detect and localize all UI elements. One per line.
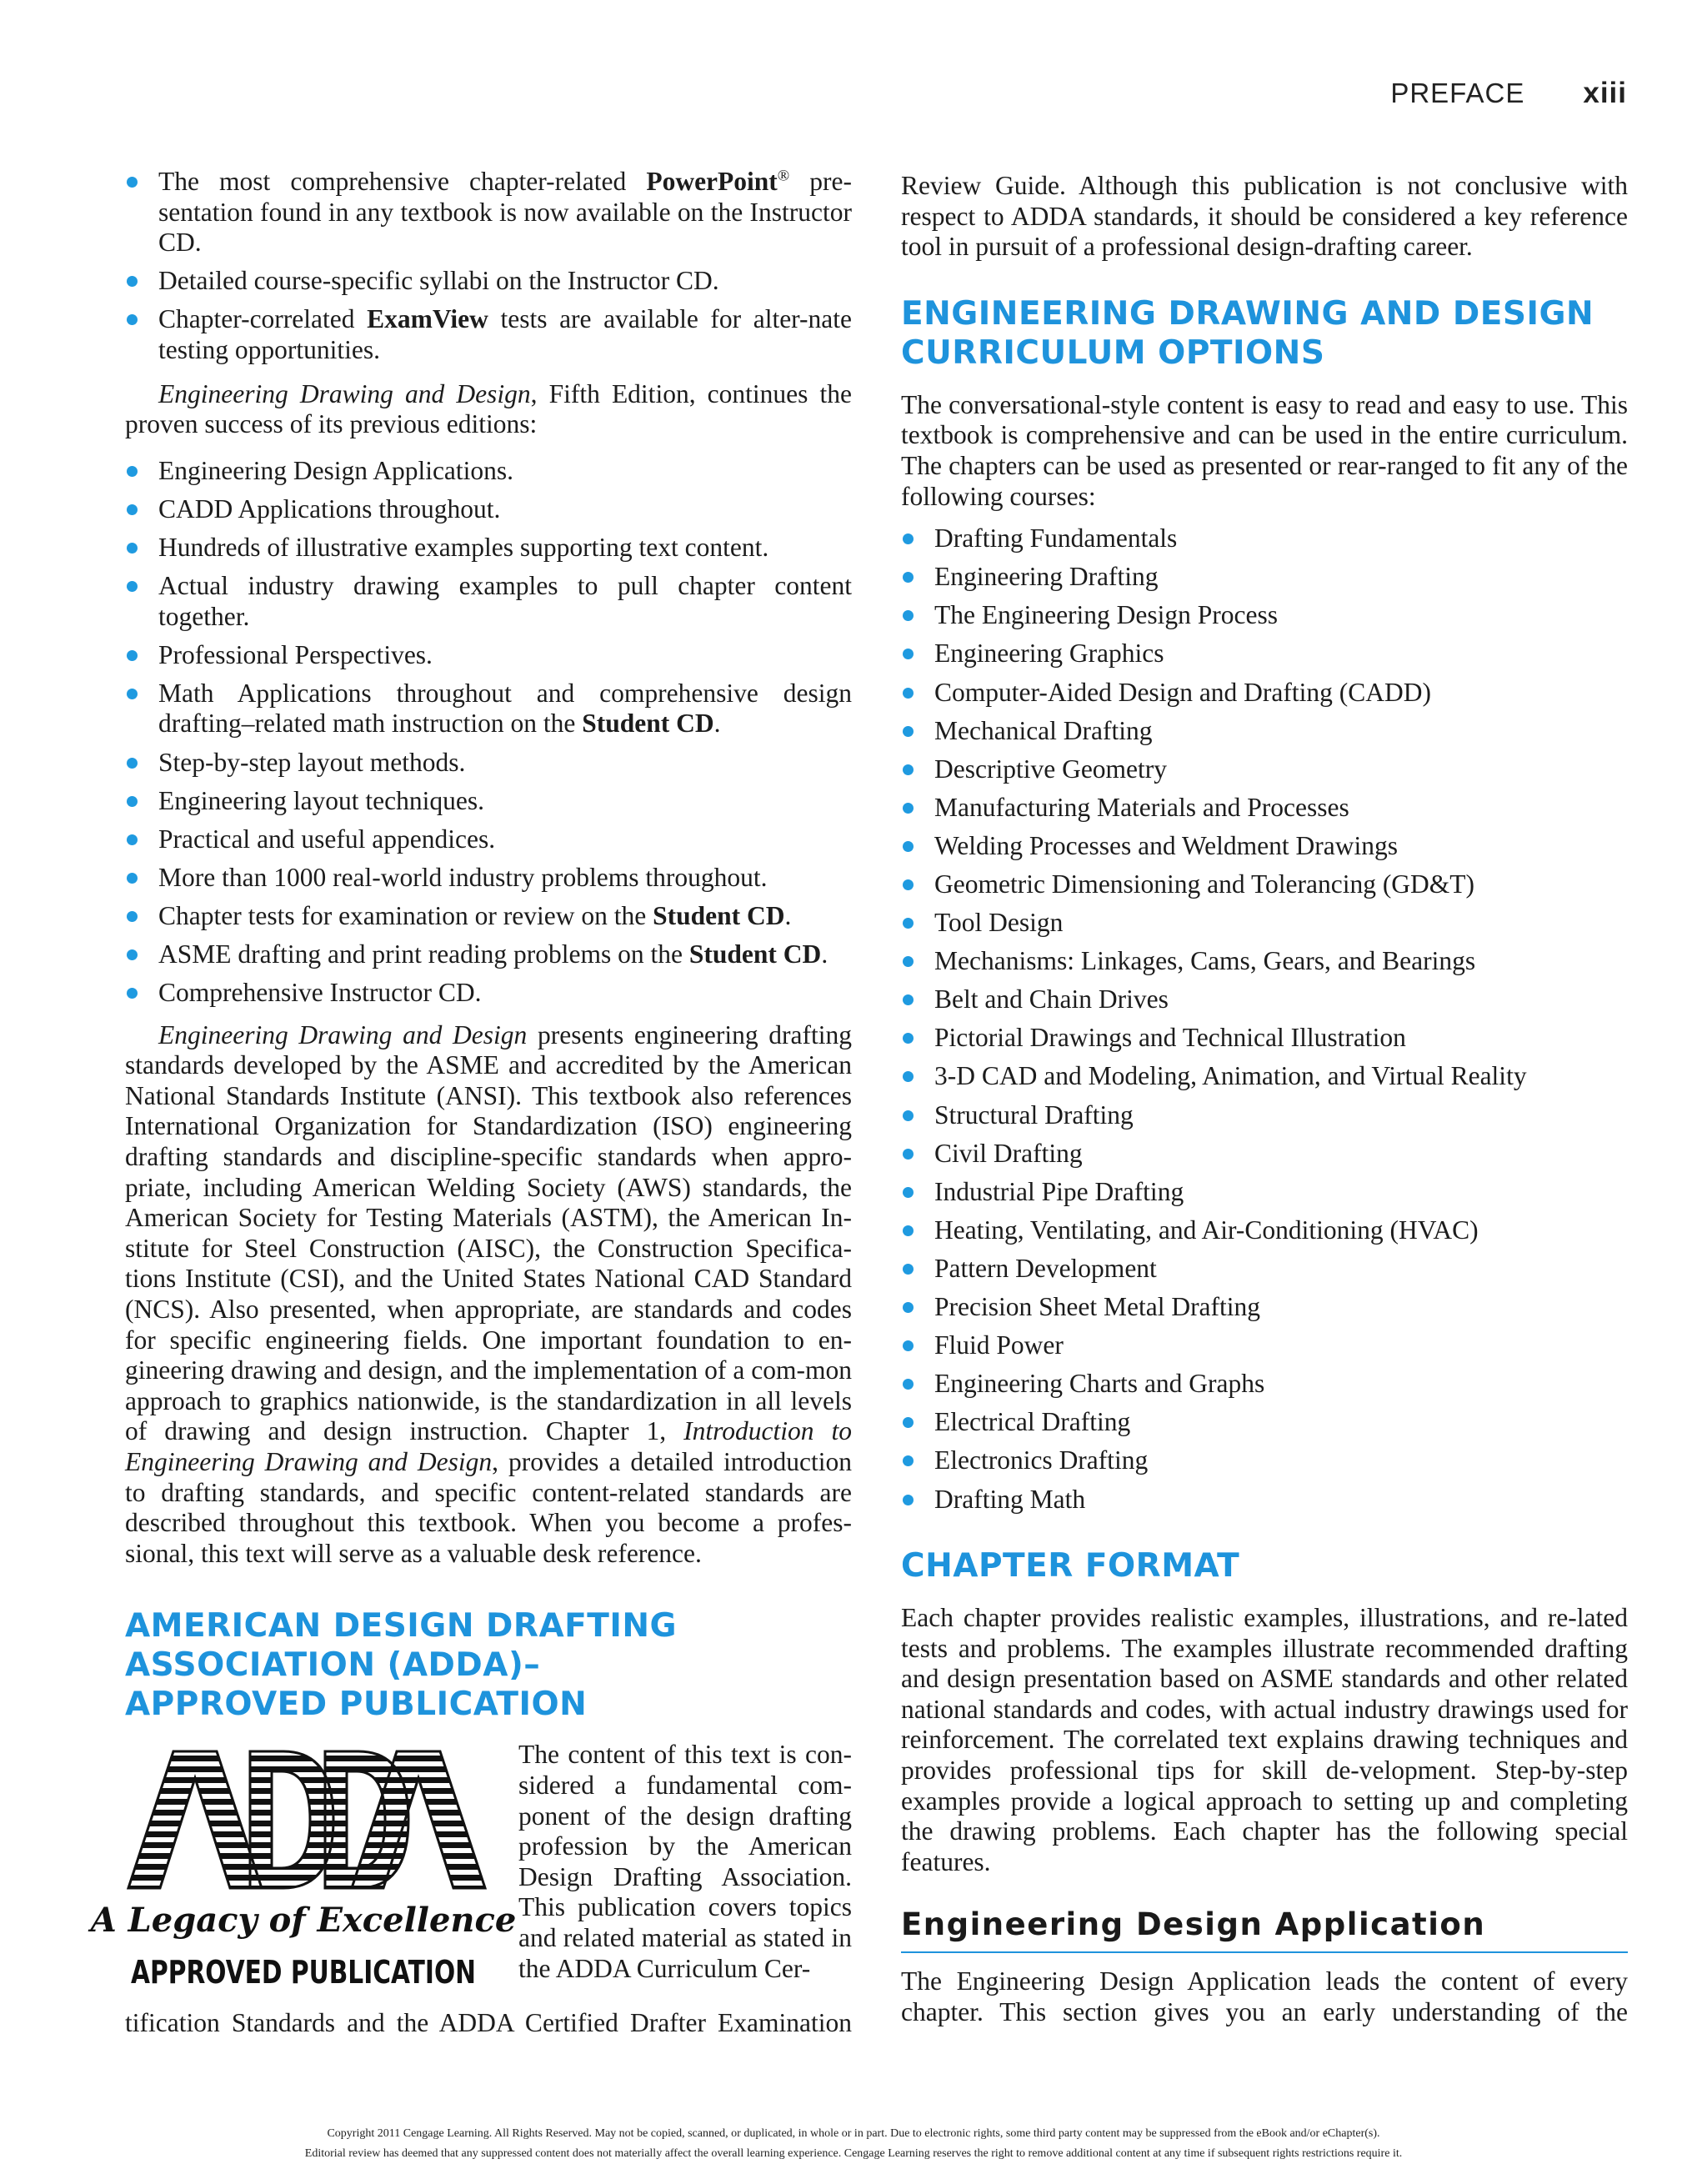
bullet-dot-icon [903, 1110, 914, 1121]
list-item-text: Engineering Drafting [934, 562, 1159, 592]
list-item-text: Heating, Ventilating, and Air-Conditioning (HVAC) [934, 1215, 1479, 1245]
bullet-dot-icon [903, 688, 914, 699]
list-item-text: Civil Drafting [934, 1138, 1083, 1168]
list-item [125, 494, 852, 525]
list-item [901, 639, 1628, 669]
adda-tail-text: tification Standards and the ADDA Certified Drafter Examination [125, 2008, 852, 2038]
list-item-text: Pictorial Drawings and Technical Illustration [934, 1023, 1406, 1053]
list-item-text: The Engineering Design Process [934, 600, 1279, 630]
list-item [901, 1100, 1628, 1131]
bullet-dot-icon [127, 911, 138, 922]
bullet-dot-icon [903, 764, 914, 775]
list-item [125, 266, 852, 297]
list-item [901, 1330, 1628, 1361]
bullet-dot-icon [127, 796, 138, 807]
standards-text: presents engineering drafting standards developed by the ASME and accredited by the American National Standards Institute (ANSI). This textbook also references International Organization for Standardization (ISO) engineering drafting standards and discipline-specific standards when appro-priate, including American Welding Society (AWS) standards, the American Society for Testing Materials (ASTM), the American In-stitute for Steel Construction (AISC), the Construction Specifica-tions Institute (CSI), and the United States National CAD Standard (NCS). Also presented, when appropriate, are standards and codes for specific engineering fields. One important foundation to en-gineering drawing and design, and the implementation of a com-mon approach to graphics nationwide, is the standardization in all levels of drawing and design instruction. Chapter 1, [125, 1019, 852, 1446]
course-list [901, 523, 1628, 1515]
list-item-text: Practical and useful appendices. [158, 824, 496, 854]
eda-heading: Engineering Design Application [901, 1906, 1486, 1943]
list-item-text: More than 1000 real-world industry problems throughout. [158, 862, 768, 892]
bullet-dot-icon [127, 689, 138, 699]
list-item [901, 793, 1628, 824]
list-item-text: Manufacturing Materials and Processes [934, 792, 1349, 822]
bullet-dot-icon [903, 1340, 914, 1351]
list-item-bold: Student CD [688, 939, 822, 969]
running-head [1390, 77, 1627, 110]
chapter-title-italic: Introduction to Engineering Drawing and Design [125, 1416, 852, 1476]
list-item [901, 523, 1628, 554]
list-item [125, 786, 852, 817]
list-item [125, 456, 852, 487]
bullet-dot-icon [903, 803, 914, 814]
adda-tagline: A Legacy of Excellence [90, 1901, 517, 1941]
list-item-text: Electrical Drafting [934, 1407, 1131, 1437]
bullet-dot-icon [127, 988, 138, 999]
bullet-dot-icon [127, 276, 138, 287]
running-head-section: PREFACE [1390, 78, 1525, 108]
list-item-text: . [784, 900, 792, 930]
list-item-text: Pattern Development [934, 1253, 1157, 1283]
list-item [125, 978, 852, 1009]
list-item-text: Detailed course-specific syllabi on the Instructor CD. [158, 266, 719, 296]
list-item [125, 533, 852, 564]
bullet-dot-icon [903, 1455, 914, 1466]
bullet-dot-icon [903, 1187, 914, 1198]
bullet-dot-icon [903, 533, 914, 544]
bullet-dot-icon [127, 650, 138, 661]
list-item-text: . [821, 939, 828, 969]
bullet-dot-icon [903, 1033, 914, 1044]
list-item [901, 869, 1628, 900]
list-item [901, 1407, 1628, 1438]
list-item-text: Mechanisms: Linkages, Cams, Gears, and Bearings [934, 946, 1476, 976]
list-item [901, 946, 1628, 977]
curriculum-paragraph: The conversational-style content is easy to read and easy to use. This textbook is comprehensive and can be used in the entire curriculum. The chapters can be used as presented or rear-ranged to fit any of the following courses: [901, 389, 1628, 511]
bullet-dot-icon [127, 581, 138, 592]
list-item-text: Belt and Chain Drives [934, 984, 1169, 1014]
list-item [125, 824, 852, 855]
bullet-dot-icon [127, 543, 138, 554]
bullet-dot-icon [903, 956, 914, 967]
list-item-text: Professional Perspectives. [158, 639, 433, 669]
bullet-dot-icon [127, 949, 138, 960]
list-item-text: tests are available for alter-nate testing opportunities. [158, 304, 852, 364]
bullet-dot-icon [903, 649, 914, 659]
list-item [125, 640, 852, 671]
adda-caption: APPROVED PUBLICATION [131, 1954, 476, 1991]
curriculum-heading: ENGINEERING DRAWING AND DESIGN CURRICULUM OPTIONS [901, 294, 1594, 372]
list-item-bold: Student CD [653, 900, 785, 930]
list-item [901, 984, 1628, 1015]
continuation-paragraph [125, 379, 852, 440]
left-column [90, 167, 852, 2039]
list-item-text: . [713, 709, 721, 739]
bullet-dot-icon [127, 314, 138, 325]
standards-paragraph [125, 1020, 852, 1570]
list-item [901, 1215, 1628, 1246]
list-item-text: Descriptive Geometry [934, 754, 1168, 784]
list-item-text: Engineering Design Applications. [158, 455, 514, 485]
list-item-text: The most comprehensive chapter-related [158, 167, 647, 196]
list-item-text: Computer-Aided Design and Drafting (CADD) [934, 677, 1431, 707]
bullet-dot-icon [127, 758, 138, 769]
list-item-text: 3-D CAD and Modeling, Animation, and Virtual Reality [934, 1061, 1527, 1091]
list-item [901, 831, 1628, 862]
bullet-dot-icon [903, 1071, 914, 1082]
adda-heading: AMERICAN DESIGN DRAFTING ASSOCIATION (ADDA)–APPROVED PUBLICATION [125, 1607, 678, 1724]
list-item [125, 571, 852, 632]
page-number: xiii [1583, 77, 1627, 109]
list-item [901, 1445, 1628, 1476]
standards-text-end: , provides a detailed introduction to drafting standards, and specific content-related standards are described throughout this textbook. When you become a profes-sional, this text will serve as a valuable desk reference. [125, 1446, 852, 1568]
list-item-text: Structural Drafting [934, 1100, 1134, 1130]
list-item [901, 1061, 1628, 1092]
bullet-dot-icon [903, 918, 914, 929]
book-title-italic: Engineering Drawing and Design [158, 1019, 528, 1049]
feature-list-instructor [125, 167, 852, 366]
bullet-dot-icon [903, 1379, 914, 1390]
list-item [901, 600, 1628, 631]
list-item-text: Actual industry drawing examples to pull chapter content together. [158, 571, 852, 631]
list-item [901, 562, 1628, 593]
bullet-dot-icon [903, 610, 914, 621]
book-title-italic: Engineering Drawing and Design [158, 378, 531, 408]
list-item-bold: ExamView [367, 304, 488, 334]
list-item-text: Engineering Graphics [934, 639, 1164, 669]
list-item [901, 1485, 1628, 1515]
list-item-bold: PowerPoint [646, 167, 778, 196]
list-item [125, 939, 852, 970]
bullet-dot-icon [127, 177, 138, 188]
bullet-dot-icon [903, 1225, 914, 1236]
list-item-text: Step-by-step layout methods. [158, 747, 466, 777]
bullet-dot-icon [903, 572, 914, 583]
list-item-text: ASME drafting and print reading problems on the [158, 939, 689, 969]
list-item [125, 863, 852, 894]
list-item-sup: ® [777, 167, 790, 185]
list-item-text: pre-sentation found in any textbook is now available on the Instructor CD. [158, 167, 852, 258]
list-item-text: Comprehensive Instructor CD. [158, 978, 482, 1008]
list-item-text: Welding Processes and Weldment Drawings [934, 830, 1398, 860]
bullet-dot-icon [127, 466, 138, 477]
editorial-line: Editorial review has deemed that any suppressed content does not materially affect the overall learning experience. Cengage Learning reserves the right to remove additional content at any time if subsequent rights restrictions require it. [304, 2147, 1403, 2160]
list-item [901, 754, 1628, 785]
chapter-format-heading: CHAPTER FORMAT [901, 1547, 1240, 1585]
list-item [125, 167, 852, 258]
list-item-text: Geometric Dimensioning and Tolerancing (GD&T) [934, 869, 1475, 899]
bullet-dot-icon [903, 994, 914, 1005]
list-item [901, 1177, 1628, 1208]
bullet-dot-icon [903, 726, 914, 737]
list-item-text: Math Applications throughout and comprehensive design drafting–related math instruction on the [158, 678, 852, 739]
list-item [901, 1292, 1628, 1323]
list-item [901, 1023, 1628, 1054]
list-item [125, 304, 852, 365]
bullet-dot-icon [903, 1495, 914, 1505]
list-item [901, 1369, 1628, 1400]
feature-list-edition [125, 456, 852, 1009]
list-item [901, 1139, 1628, 1170]
list-item-text: Engineering Charts and Graphs [934, 1369, 1265, 1399]
list-item-text: Industrial Pipe Drafting [934, 1176, 1184, 1206]
list-item-text: Fluid Power [934, 1330, 1064, 1360]
list-item-text: Tool Design [934, 908, 1064, 938]
review-guide-paragraph: Review Guide. Although this publication is not conclusive with respect to ADDA standards, it should be considered a key reference tool in pursuit of a professional design-drafting career. [901, 171, 1628, 262]
bullet-dot-icon [903, 1149, 914, 1160]
list-item [901, 1254, 1628, 1285]
list-item [125, 748, 852, 779]
list-item-text: Engineering layout techniques. [158, 785, 485, 815]
list-item-text: Chapter tests for examination or review on the [158, 900, 653, 930]
bullet-dot-icon [903, 841, 914, 852]
bullet-dot-icon [127, 834, 138, 845]
list-item-text: Precision Sheet Metal Drafting [934, 1292, 1261, 1322]
eda-paragraph: The Engineering Design Application leads the content of every chapter. This section gives you an early understanding of the [901, 1966, 1628, 2027]
list-item-text: Chapter-correlated [158, 304, 368, 334]
list-item-text: Drafting Math [934, 1484, 1086, 1514]
list-item-bold: Student CD [582, 709, 714, 739]
list-item [901, 678, 1628, 709]
continuation-text: , Fifth Edition, continues the proven success of its previous editions: [125, 378, 852, 439]
list-item-text: Electronics Drafting [934, 1445, 1149, 1475]
bullet-dot-icon [903, 879, 914, 890]
list-item-text: Mechanical Drafting [934, 715, 1153, 745]
list-item [125, 901, 852, 932]
bullet-dot-icon [127, 873, 138, 884]
adda-side-text: The content of this text is con-sidered a fundamental com-ponent of the design drafting profession by the American Design Drafting Association. This publication covers topics and related material as stated in the ADDA Curriculum Cer- [518, 1740, 852, 1983]
bullet-dot-icon [903, 1417, 914, 1428]
list-item [125, 679, 852, 739]
list-item [901, 716, 1628, 747]
list-item-text: Drafting Fundamentals [934, 523, 1178, 554]
list-item-text: Hundreds of illustrative examples supporting text content. [158, 532, 769, 562]
list-item-text: CADD Applications throughout. [158, 493, 501, 523]
adda-block [90, 1740, 852, 2015]
list-item [901, 908, 1628, 939]
chapter-format-paragraph: Each chapter provides realistic examples, illustrations, and re-lated tests and problems. The examples illustrate recommended drafting and design presentation based on ASME standards and other related national standards and codes, with actual industry drawings used for reinforcement. The correlated text explains drawing techniques and provides professional tips for skill de-velopment. Step-by-step examples provide a logical approach to setting up and completing the drawing problems. Each chapter has the following special features. [901, 1603, 1628, 1876]
copyright-line: Copyright 2011 Cengage Learning. All Rights Reserved. May not be copied, scanned, or duplicated, in whole or in part. Due to electronic rights, some third party content may be suppressed from the eBook and/or eChapter(s). [327, 2127, 1380, 2140]
adda-logo [90, 1745, 517, 1995]
right-column [901, 171, 1628, 2028]
bullet-dot-icon [903, 1302, 914, 1313]
eda-heading-rule [901, 1951, 1628, 1953]
bullet-dot-icon [127, 504, 138, 515]
bullet-dot-icon [903, 1264, 914, 1275]
